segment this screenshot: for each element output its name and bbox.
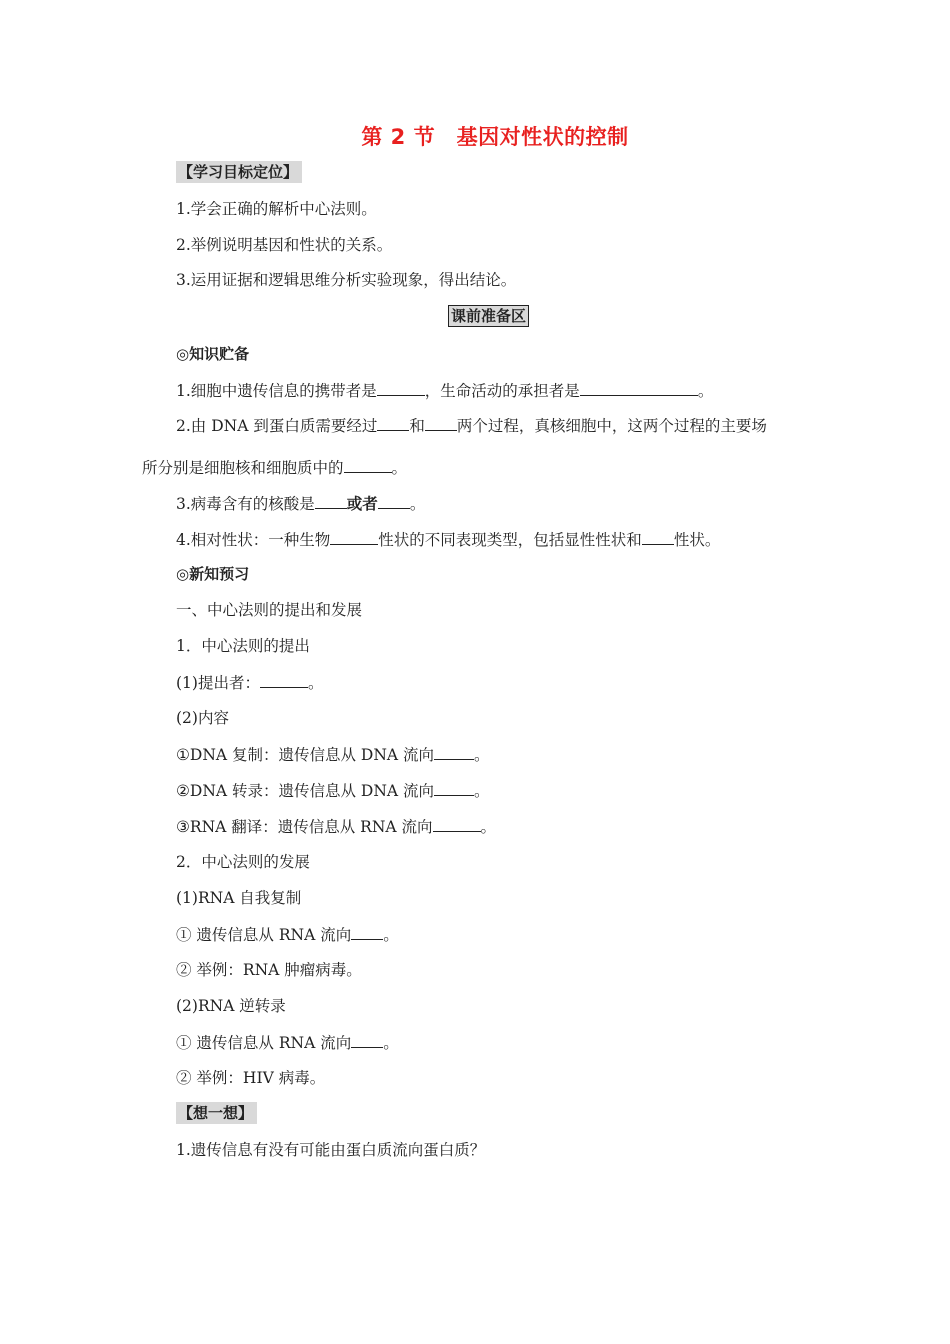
- answer-blank[interactable]: [351, 923, 383, 940]
- preview-s2-1: (1)RNA 自我复制: [176, 889, 302, 907]
- text: ① 遗传信息从 RNA 流向: [176, 926, 352, 944]
- preview-s2: 2．中心法则的发展: [176, 853, 310, 871]
- preview-s1: 1．中心法则的提出: [176, 637, 310, 655]
- text: (1)提出者：: [176, 674, 260, 692]
- preview-s1-1: [176, 671, 323, 694]
- preview-c1: [176, 743, 490, 766]
- text: ① 遗传信息从 RNA 流向: [176, 1034, 352, 1052]
- text: 。: [474, 746, 490, 764]
- preview-s2-2-b: ② 举例：HIV 病毒。: [176, 1069, 326, 1087]
- text: 3.病毒含有的核酸是: [176, 495, 315, 513]
- answer-blank[interactable]: [434, 743, 474, 760]
- answer-blank[interactable]: [377, 414, 409, 431]
- think-q1: 1.遗传信息有没有可能由蛋白质流向蛋白质？: [176, 1141, 486, 1159]
- answer-blank[interactable]: [344, 456, 392, 473]
- answer-blank[interactable]: [330, 528, 378, 545]
- text: 4.相对性状：一种生物: [176, 531, 331, 549]
- preview-part1: 一、中心法则的提出和发展: [176, 601, 363, 619]
- preview-s2-2: (2)RNA 逆转录: [176, 997, 286, 1015]
- text: 。: [697, 382, 714, 400]
- objective-item: 3.运用证据和逻辑思维分析实验现象，得出结论。: [176, 271, 517, 289]
- preview-s2-2-a: [176, 1031, 399, 1054]
- text: 。: [480, 818, 497, 836]
- text: ，生命活动的承担者是: [424, 382, 580, 400]
- preview-s2-1-a: [176, 923, 399, 946]
- text: 1.细胞中遗传信息的携带者是: [176, 382, 377, 400]
- text: 。: [391, 459, 408, 477]
- text: 或者: [346, 495, 378, 513]
- text: 。: [474, 782, 490, 800]
- objective-item: 1.学会正确的解析中心法则。: [176, 200, 377, 218]
- text: 两个过程，真核细胞中，这两个过程的主要场: [456, 417, 767, 435]
- page-title: 第 2 节 基因对性状的控制: [361, 125, 629, 149]
- text: ③RNA 翻译：遗传信息从 RNA 流向: [176, 818, 433, 836]
- think-heading: 【想一想】: [176, 1102, 257, 1124]
- preview-s1-2: (2)内容: [176, 709, 229, 727]
- text: 。: [383, 926, 399, 944]
- think-heading-row: [176, 1102, 257, 1124]
- answer-blank[interactable]: [351, 1031, 383, 1048]
- prep-area-heading: 课前准备区: [448, 305, 529, 327]
- answer-blank[interactable]: [377, 379, 425, 396]
- preview-heading: [176, 563, 249, 585]
- knowledge-heading: [176, 343, 249, 365]
- answer-blank[interactable]: [434, 779, 474, 796]
- text: 所分别是细胞核和细胞质中的: [142, 459, 344, 477]
- answer-blank[interactable]: [580, 379, 698, 396]
- knowledge-q2: [176, 414, 767, 437]
- knowledge-q4: [176, 528, 720, 551]
- answer-blank[interactable]: [378, 492, 410, 509]
- text: 和: [409, 417, 425, 435]
- text: 。: [409, 495, 426, 513]
- text: 性状的不同表现类型，包括显性性状和: [378, 531, 642, 549]
- text: 。: [383, 1034, 399, 1052]
- answer-blank[interactable]: [260, 671, 308, 688]
- answer-blank[interactable]: [433, 815, 481, 832]
- knowledge-q3: [176, 492, 425, 515]
- preview-c2: [176, 779, 490, 802]
- preview-c3: [176, 815, 496, 838]
- text: 2.由 DNA 到蛋白质需要经过: [176, 417, 378, 435]
- answer-blank[interactable]: [642, 528, 674, 545]
- text: ①DNA 复制：遗传信息从 DNA 流向: [176, 746, 435, 764]
- objective-item: 2.举例说明基因和性状的关系。: [176, 236, 393, 254]
- text: ②DNA 转录：遗传信息从 DNA 流向: [176, 782, 435, 800]
- objectives-heading: 【学习目标定位】: [176, 161, 302, 183]
- text: 。: [307, 674, 324, 692]
- preview-s2-1-b: ② 举例：RNA 肿瘤病毒。: [176, 961, 362, 979]
- answer-blank[interactable]: [315, 492, 347, 509]
- text: 性状。: [673, 531, 721, 549]
- knowledge-heading-text: ◎知识贮备: [176, 345, 250, 363]
- preview-heading-text: ◎新知预习: [176, 565, 250, 583]
- knowledge-q1: [176, 379, 713, 402]
- knowledge-q2-cont: [142, 456, 407, 479]
- objectives-heading-row: [176, 161, 302, 183]
- answer-blank[interactable]: [425, 414, 457, 431]
